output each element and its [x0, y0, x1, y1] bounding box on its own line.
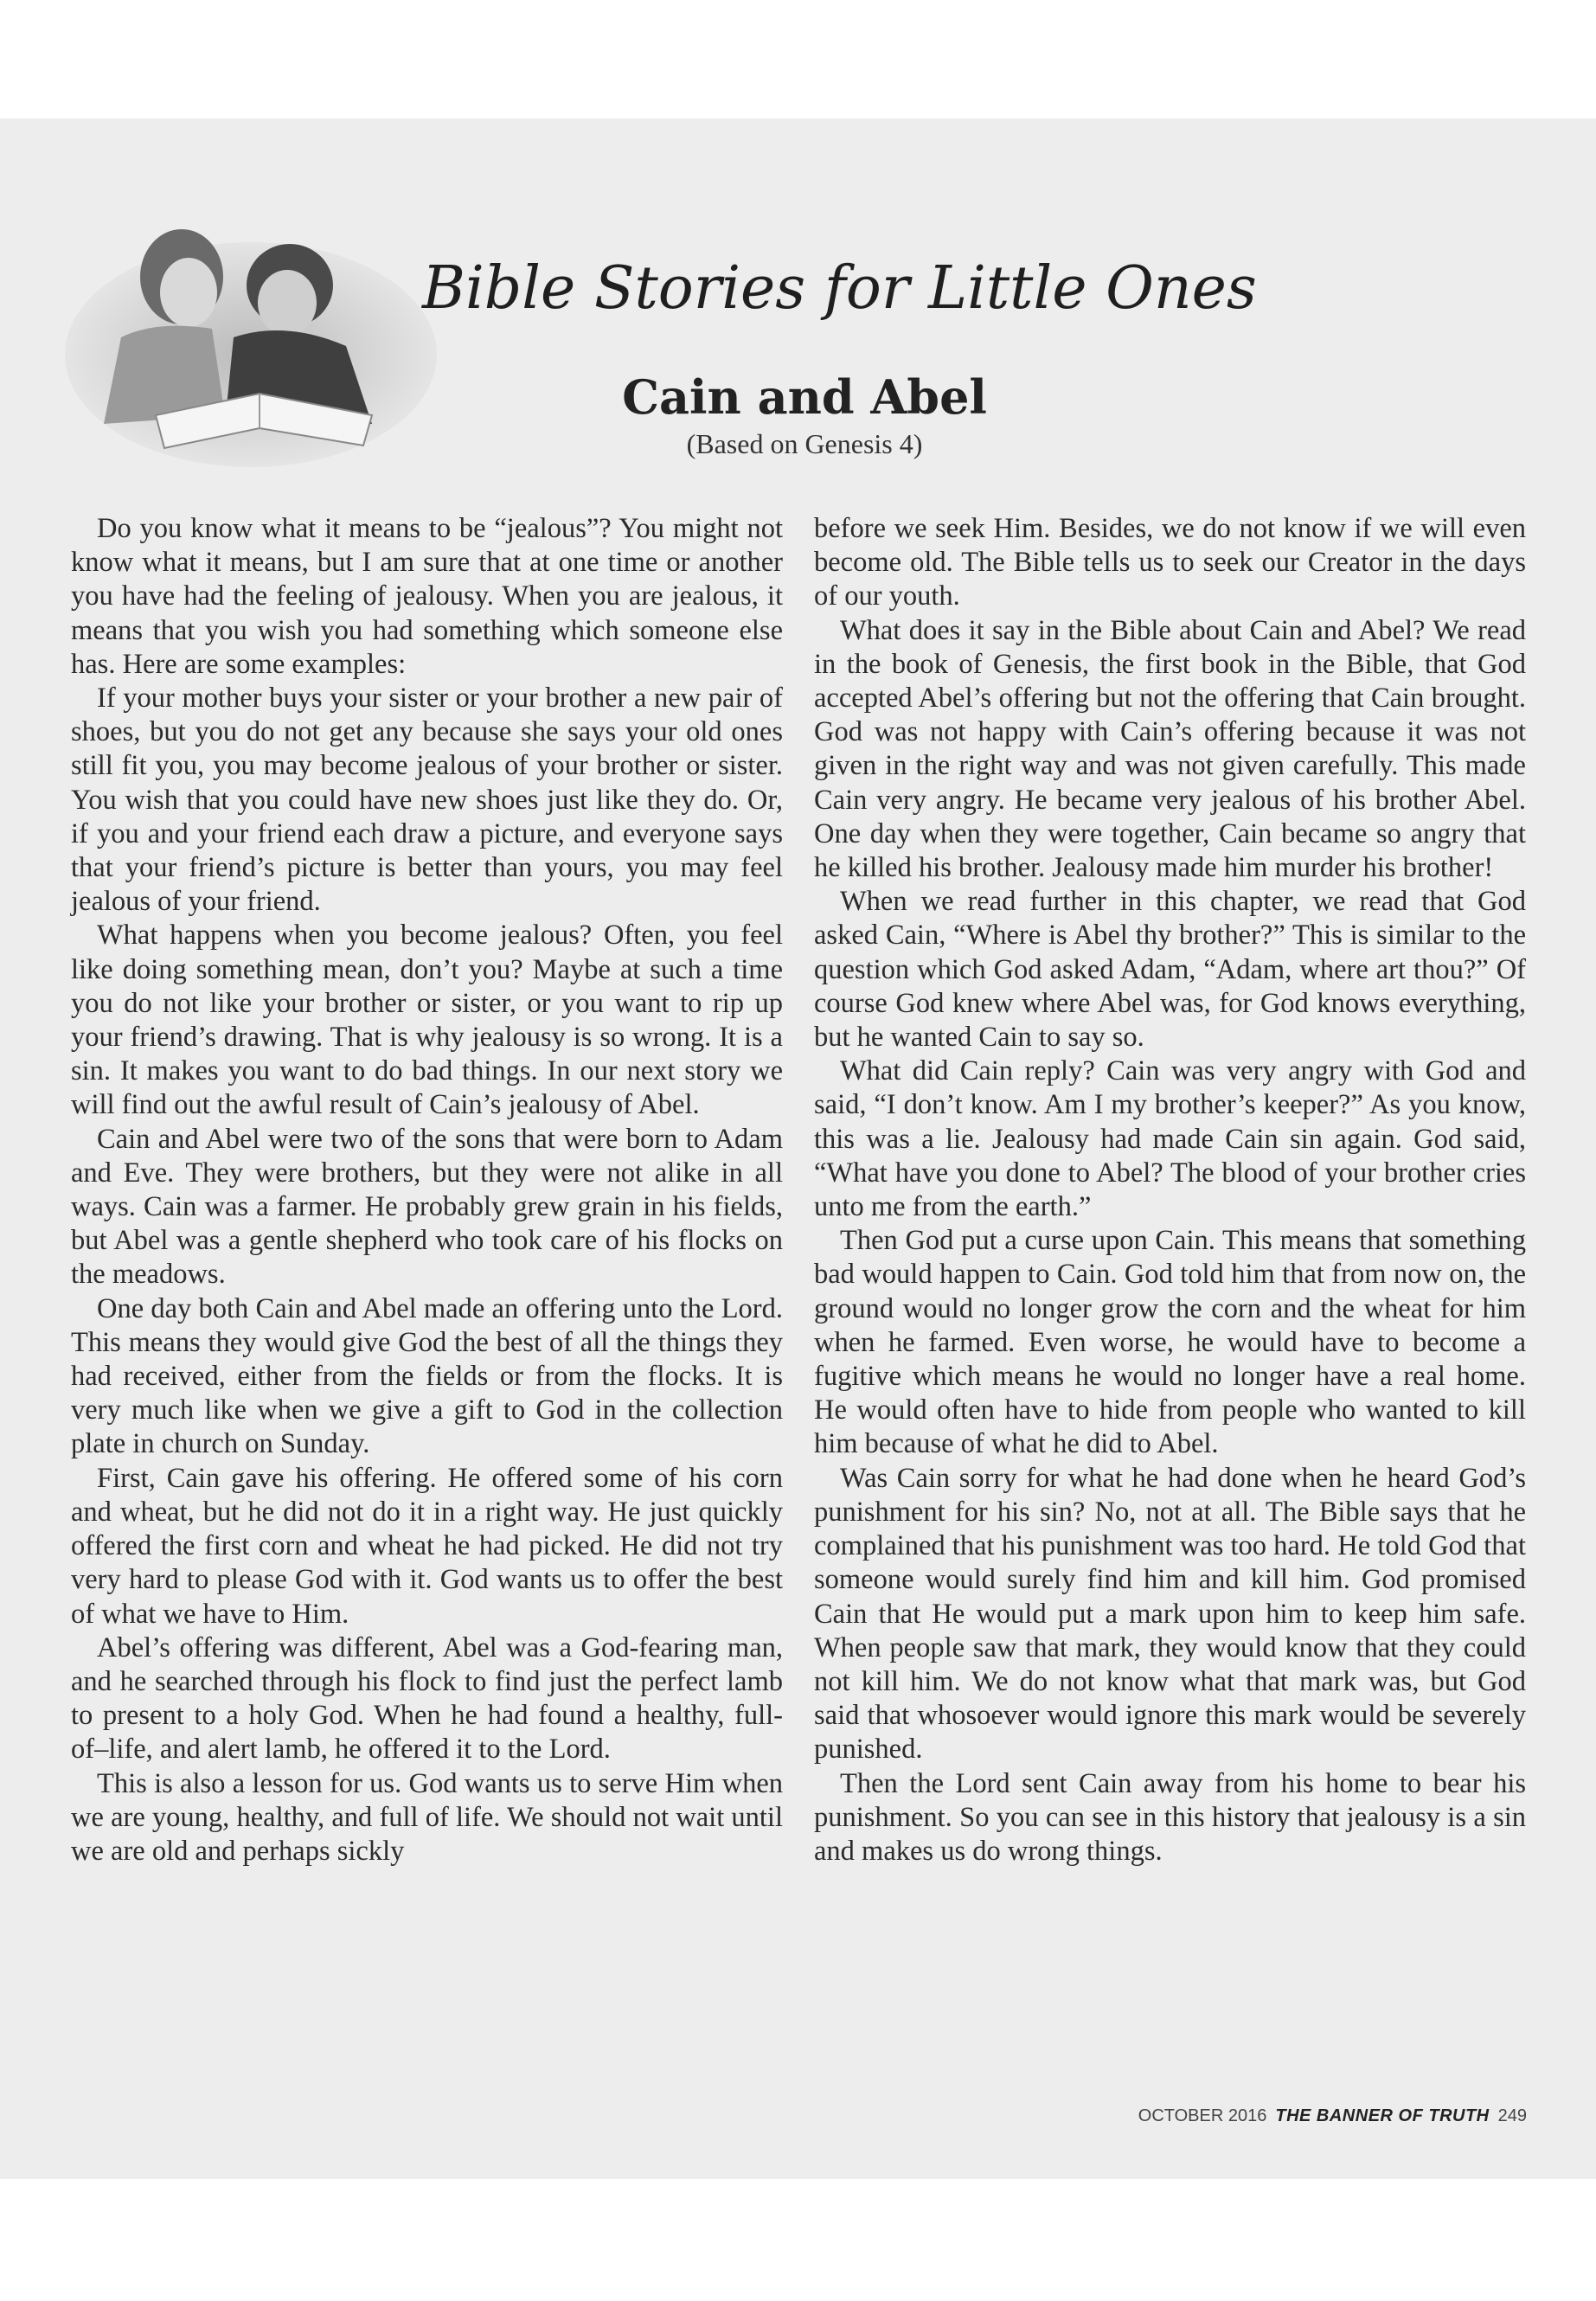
paragraph: Then the Lord sent Cain away from his home to bear his punishment. So you can see in this history that jealousy is a sin and makes us do wrong things.: [814, 1767, 1526, 1867]
paragraph: Then God put a curse upon Cain. This means that something bad would happen to Cain. God told him that from now on, the ground would no longer grow the corn and the wheat for him when he farmed. Even worse, he would have to become a fugitive which means he would no longer have a real home. He would often have to hide from people who wanted to kill him because of what he did to Abel.: [814, 1225, 1526, 1460]
magazine-name: THE BANNER OF TRUTH: [1275, 2106, 1490, 2125]
paragraph: One day both Cain and Abel made an offering unto the Lord. This means they would give God the best of all the things they had received, either from the fields or from the flocks. It is very much like when we give a gift to God in the collection plate in church on Sunday.: [71, 1292, 783, 1460]
paragraph: Cain and Abel were two of the sons that were born to Adam and Eve. They were brothers, but they were not alike in all ways. Cain was a farmer. He probably grew grain in his fields, but Abel was a gentle shepherd who took care of his flocks on the meadows.: [71, 1123, 783, 1291]
page-footer: [1138, 2106, 1527, 2126]
paragraph: This is also a lesson for us. God wants us to serve Him when we are young, healthy, and full of life. We should not wait until we are old and perhaps sickly: [71, 1767, 783, 1867]
left-column: [71, 512, 783, 1868]
right-column: [814, 512, 1526, 1868]
paragraph: Was Cain sorry for what he had done when he heard God’s punishment for his sin? No, not at all. The Bible says that he complained that his punishment was too hard. He told God that someone would surely find him and kill him. God promised Cain that He would put a mark upon him to keep him safe. When people saw that mark, they would know that they could not kill him. We do not know what that mark was, but God said that whosoever would ignore this mark would be severely punished.: [814, 1462, 1526, 1766]
paragraph: When we read further in this chapter, we read that God asked Cain, “Where is Abel thy brother?” This is similar to the question which God asked Adam, “Adam, where art thou?” Of course God knew where Abel was, for God knows everything, but he wanted Cain to say so.: [814, 886, 1526, 1054]
story-title: Cain and Abel: [622, 369, 987, 425]
paragraph: Abel’s offering was different, Abel was a God-fearing man, and he searched through his flock to find just the perfect lamb to present to a holy God. When he had found a healthy, full-of–life, and alert lamb, he offered it to the Lord.: [71, 1631, 783, 1766]
page-number: 249: [1497, 2106, 1527, 2125]
paragraph: If your mother buys your sister or your brother a new pair of shoes, but you do not get any because she says your old ones still fit you, you may become jealous of your brother or sister. You wish that you could have new shoes just like they do. Or, if you and your friend each draw a picture, and everyone says that your friend’s picture is better than yours, you may feel jealous of your friend.: [71, 683, 783, 918]
paragraph: What happens when you become jealous? Often, you feel like doing something mean, don’t you? Maybe at such a time you do not like your brother or sister, or you want to rip up your friend’s drawing. That is why jealousy is so wrong. It is a sin. It makes you want to do bad things. In our next story we will find out the awful result of Cain’s jealousy of Abel.: [71, 920, 783, 1121]
issue-date: OCTOBER 2016: [1138, 2106, 1267, 2125]
children-reading-bible-photo: [61, 216, 441, 467]
story-subtitle: (Based on Genesis 4): [686, 428, 923, 459]
paragraph: First, Cain gave his offering. He offered some of his corn and wheat, but he did not do it in a right way. He just quickly offered the first corn and wheat he had picked. He did not try very hard to please God with it. God wants us to offer the best of what we have to Him.: [71, 1462, 783, 1630]
paragraph: before we seek Him. Besides, we do not know if we will even become old. The Bible tells us to seek our Creator in the days of our youth.: [814, 513, 1526, 612]
paragraph: Do you know what it means to be “jealous”? You might not know what it means, but I am sure that at one time or another you have had the feeling of jealousy. When you are jealous, it means that you wish you had something which someone else has. Here are some examples:: [71, 513, 783, 680]
series-title: Bible Stories for Little Ones: [422, 254, 1257, 323]
paragraph: What does it say in the Bible about Cain and Abel? We read in the book of Genesis, the first book in the Bible, that God accepted Abel’s offering but not the offering that Cain brought. God was not happy with Cain’s offering because it was not given in the right way and was not given carefully. This made Cain very angry. He became very jealous of his brother Abel. One day when they were together, Cain became so angry that he killed his brother. Jealousy made him murder his brother!: [814, 614, 1526, 884]
paragraph: What did Cain reply? Cain was very angry with God and said, “I don’t know. Am I my brother’s keeper?” As you know, this was a lie. Jealousy had made Cain sin again. God said, “What have you done to Abel? The blood of your brother cries unto me from the earth.”: [814, 1055, 1526, 1223]
